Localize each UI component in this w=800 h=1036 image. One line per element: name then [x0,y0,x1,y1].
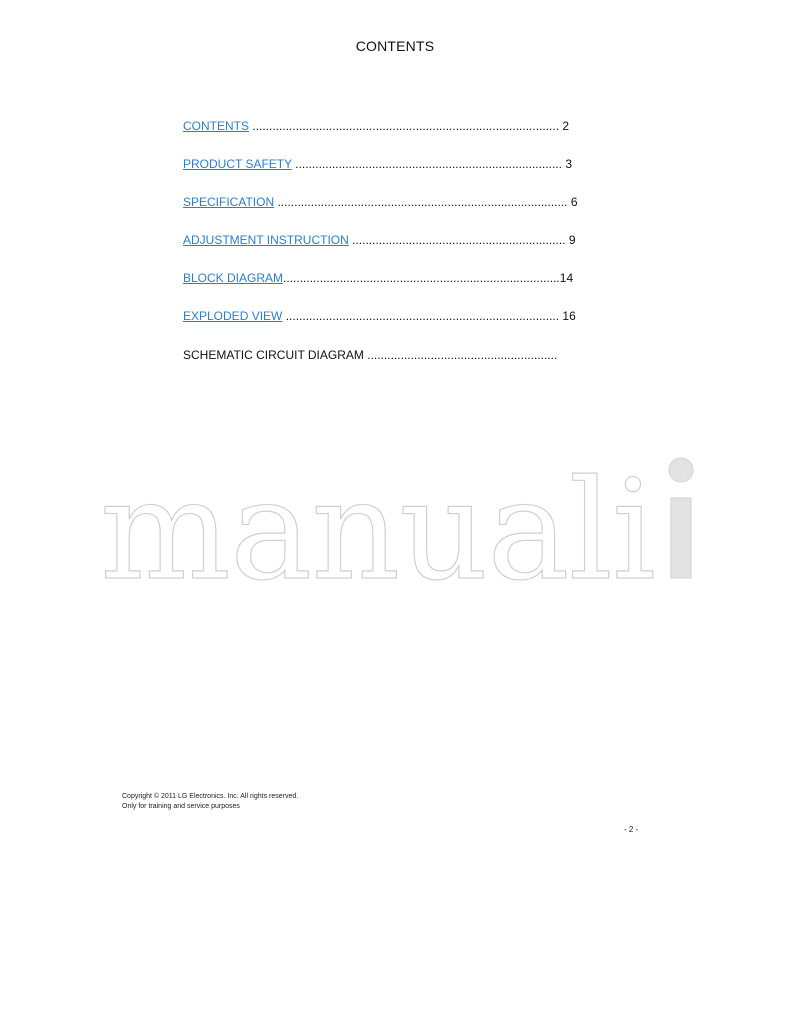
page-number: - 2 - [624,825,639,834]
toc-leader-dots: ....................................................................................... [274,195,571,209]
toc-leader-dots: ............................................................................................ [249,119,563,133]
toc-page-number: 6 [570,195,578,209]
toc-entry-adjustment-instruction [183,232,576,248]
toc-page-number: 2 [562,119,570,133]
toc-leader-dots: ......................................................... [363,348,558,362]
toc-entry-specification [183,194,578,210]
copyright-notice: Copyright © 2011 LG Electronics. Inc. All rights reserved. [122,793,299,800]
usage-notice: Only for training and service purposes [122,803,240,810]
toc-leader-dots: ................................................................................... [283,271,560,285]
toc-entry-block-diagram [183,270,573,286]
footer [122,792,298,812]
toc-link-adjustment-instruction[interactable]: ADJUSTMENT INSTRUCTION [183,233,349,247]
watermark-logo [100,440,700,600]
toc-leader-dots: .................................................................................. [282,309,563,323]
watermark-text: manuali [100,450,660,600]
toc-page-number: 14 [559,271,574,285]
toc-entry-schematic-circuit-diagram [183,347,557,363]
toc-page-number: 3 [565,157,572,171]
toc-page-number: 16 [562,309,576,323]
toc-link-specification[interactable]: SPECIFICATION [183,195,275,209]
page-title: CONTENTS [355,38,435,54]
toc-leader-dots: ................................................................ [348,233,569,247]
toc-link-contents[interactable]: CONTENTS [183,119,249,133]
toc-page-number: 9 [568,233,576,247]
toc-entry-product-safety [183,156,572,172]
toc-entry-exploded-view [183,308,576,324]
toc-link-block-diagram[interactable]: BLOCK DIAGRAM [183,271,284,285]
toc-link-product-safety[interactable]: PRODUCT SAFETY [183,157,292,171]
toc-label-schematic-circuit-diagram: SCHEMATIC CIRCUIT DIAGRAM [183,348,364,362]
watermark-i-dot [669,458,693,482]
toc-entry-contents [183,118,569,134]
watermark-i-stem [671,498,691,578]
toc-link-exploded-view[interactable]: EXPLODED VIEW [183,309,283,323]
toc-leader-dots: ................................................................................ [291,157,566,171]
